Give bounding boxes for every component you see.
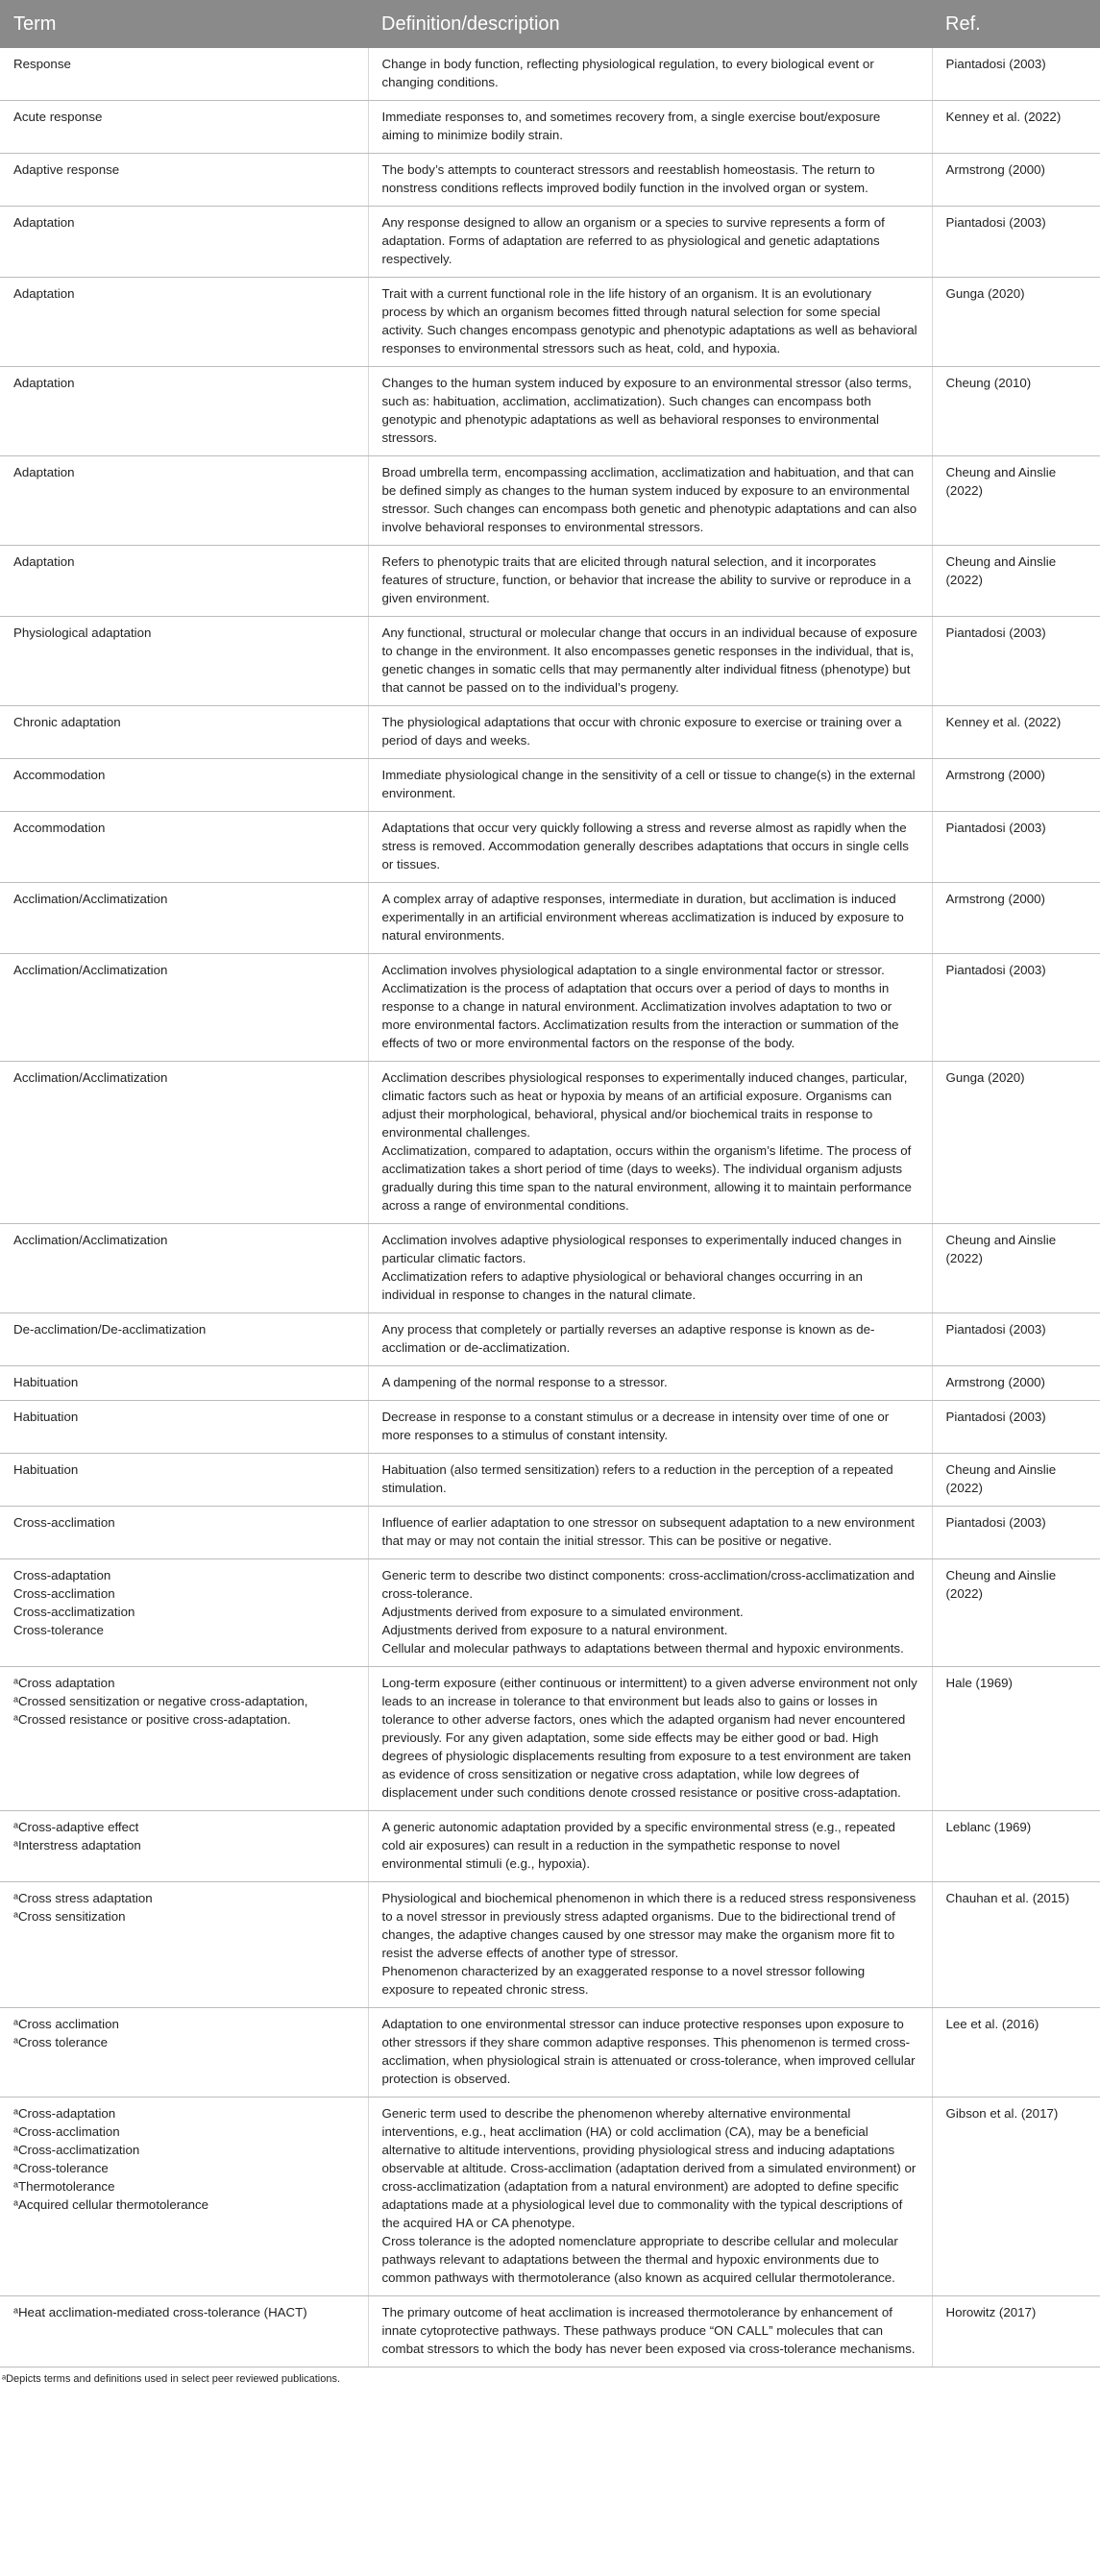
term-cell [0,883,368,954]
ref-cell: Piantadosi (2003) [932,954,1100,1062]
definition-cell [368,1507,932,1559]
term-line: ᵃInterstress adaptation [13,1838,141,1852]
definition-cell [368,759,932,812]
table-row [0,456,1100,546]
definition-line: Long-term exposure (either continuous or intermittent) to a given adverse environment not only leads to an increase in tolerance to that environment but leads also to gains or losses in tolerance to other adverse factors, ones which the adapted organism had never encountered previously. For any given adaptation, some side effects may be either good or bad. High degrees of physiologic displacements resulting from exposure to a test environment are taken as evidence of cross sensitization or negative cross adaptation, while low degrees of displacement under such conditions denote crossed resistance or positive cross-adaptation. [381,1676,917,1800]
term-cell [0,456,368,546]
table-row [0,1224,1100,1313]
term-line: Acclimation/Acclimatization [13,963,168,977]
definition-line: Change in body function, reflecting physiological regulation, to every biological event or changing conditions. [381,57,874,89]
definition-line: Broad umbrella term, encompassing acclimation, acclimatization and habituation, and that can be defined simply as changes to the human system induced by exposure to an environmental stressor. Such changes can encompass both genetic and phenotypic adaptations and can also involve behavioral responses to environmental stressors. [381,465,917,534]
term-line: De-acclimation/De-acclimatization [13,1322,207,1337]
term-cell [0,954,368,1062]
definition-line: Decrease in response to a constant stimulus or a decrease in intensity over time of one or more responses to a stimulus of constant intensity. [381,1410,890,1442]
table-row [0,154,1100,207]
term-cell [0,1811,368,1882]
definition-line: Any process that completely or partially reverses an adaptive response is known as de-acclimation or de-acclimatization. [381,1322,875,1355]
term-line: Adaptation [13,465,75,479]
table-row [0,1313,1100,1366]
term-line: Adaptation [13,554,75,569]
definition-line: Generic term to describe two distinct components: cross-acclimation/cross-acclimatization and cross-tolerance. [381,1568,915,1601]
term-cell [0,1401,368,1454]
term-line: Chronic adaptation [13,715,121,729]
table-row [0,1401,1100,1454]
definition-cell [368,154,932,207]
definition-line: Adjustments derived from exposure to a natural environment. [381,1623,728,1637]
ref-cell: Kenney et al. (2022) [932,706,1100,759]
definition-cell [368,207,932,278]
term-line: Habituation [13,1375,79,1389]
ref-cell: Gunga (2020) [932,1062,1100,1224]
ref-cell: Cheung and Ainslie (2022) [932,1559,1100,1667]
term-cell [0,101,368,154]
term-line: ᵃCrossed sensitization or negative cross-adaptation, [13,1694,308,1708]
term-line: Cross-acclimation [13,1586,115,1601]
definition-cell [368,1559,932,1667]
term-cell [0,2008,368,2098]
definition-cell [368,1224,932,1313]
table-row [0,1811,1100,1882]
term-cell [0,1667,368,1811]
term-line: Accommodation [13,768,106,782]
definition-cell [368,546,932,617]
term-cell [0,617,368,706]
definition-line: The physiological adaptations that occur with chronic exposure to exercise or training over a period of days and weeks. [381,715,902,748]
ref-cell: Lee et al. (2016) [932,2008,1100,2098]
term-cell [0,48,368,101]
term-line: ᵃCross-adaptation [13,2106,116,2121]
table-body [0,48,1100,2367]
ref-cell: Leblanc (1969) [932,1811,1100,1882]
ref-cell: Cheung and Ainslie (2022) [932,1454,1100,1507]
definition-line: Acclimatization refers to adaptive physiological or behavioral changes occurring in an individual in response to changes in the natural climate. [381,1269,863,1302]
term-cell [0,812,368,883]
term-line: Acclimation/Acclimatization [13,1233,168,1247]
definition-line: Cross tolerance is the adopted nomenclature appropriate to describe cellular and molecular pathways relevant to adaptations between the thermal and hypoxic environments due to common pathways with thermotolerance (also known as acquired cellular thermotolerance. [381,2234,898,2285]
ref-cell: Chauhan et al. (2015) [932,1882,1100,2008]
term-cell [0,759,368,812]
ref-cell: Piantadosi (2003) [932,1401,1100,1454]
definition-cell [368,1882,932,2008]
term-line: Accommodation [13,821,106,835]
definition-line: Acclimatization, compared to adaptation, occurs within the organism’s lifetime. The process of acclimatization takes a short period of time (days to weeks). The individual organism adjusts gradually during this time span to the natural environment, allowing it to maintain performance across a range of environmental conditions. [381,1143,912,1213]
term-line: ᵃCross acclimation [13,2017,119,2031]
definition-cell [368,48,932,101]
definition-line: The body’s attempts to counteract stressors and reestablish homeostasis. The return to nonstress conditions reflects improved bodily function in the involved organ or system. [381,162,875,195]
term-line: ᵃCross adaptation [13,1676,115,1690]
definition-line: Acclimation involves physiological adaptation to a single environmental factor or stressor. Acclimatization is the process of adaptation that occurs over a period of days to months in response to a change in natural environment. Acclimatization involves adaptation to two or more environmental factors. Acclimatization results from the interaction or summation of the effects of two or more environmental factors on the response of the body. [381,963,899,1050]
definition-line: A dampening of the normal response to a stressor. [381,1375,668,1389]
term-line: ᵃCross-adaptive effect [13,1820,139,1834]
term-line: Response [13,57,71,71]
definition-cell [368,1366,932,1401]
term-line: ᵃCross tolerance [13,2035,109,2049]
table-row [0,1882,1100,2008]
term-line: ᵃAcquired cellular thermotolerance [13,2197,209,2212]
definition-line: A complex array of adaptive responses, intermediate in duration, but acclimation is induced experimentally in an artificial environment whereas acclimatization is induced by exposure to natural environments. [381,892,904,943]
term-line: Adaptation [13,286,75,301]
ref-cell: Piantadosi (2003) [932,48,1100,101]
ref-cell: Piantadosi (2003) [932,1313,1100,1366]
definition-cell [368,456,932,546]
term-cell [0,207,368,278]
definition-cell [368,1811,932,1882]
term-cell [0,1313,368,1366]
footnote: ᵃDepicts terms and definitions used in select peer reviewed publications. [2,2373,340,2385]
term-cell [0,1366,368,1401]
term-line: Physiological adaptation [13,626,152,640]
term-line: Adaptation [13,215,75,230]
definition-line: Adaptation to one environmental stressor can induce protective responses upon exposure to other stressors if they share common adaptive responses. This phenomenon is termed cross-acclimation, when physiological strain is attenuated or cross-tolerance, when improved cellular protection is observed. [381,2017,916,2086]
definition-cell [368,954,932,1062]
ref-cell: Piantadosi (2003) [932,207,1100,278]
ref-cell: Cheung and Ainslie (2022) [932,456,1100,546]
definition-line: Any functional, structural or molecular change that occurs in an individual because of exposure to change in the environment. It also encompasses genetic responses in the individual, that is, genetic changes in somatic cells that may permanently alter individual fitness (phenotype) but that cannot be passed on to the individual’s progeny. [381,626,917,695]
definition-line: Physiological and biochemical phenomenon in which there is a reduced stress responsiveness to a novel stressor in previously stress adapted organisms. Due to the bidirectional trend of changes, the adaptive changes caused by one stressor may make the organism more fit to resist the adverse effects of another type of stressor. [381,1891,917,1960]
ref-cell: Hale (1969) [932,1667,1100,1811]
table-row [0,1062,1100,1224]
term-line: ᵃCross sensitization [13,1909,126,1924]
term-line: Adaptation [13,376,75,390]
term-line: Habituation [13,1462,79,1477]
definition-cell [368,812,932,883]
term-line: Cross-acclimation [13,1515,115,1530]
definition-line: Acclimation describes physiological responses to experimentally induced changes, particular, climatic factors such as heat or hypoxia by means of an artificial exposure. Organisms can adjust their morphological, behavioral, physical and/or biochemical traits in response to environmental challenges. [381,1070,908,1140]
term-cell [0,1224,368,1313]
table-row [0,617,1100,706]
term-line: ᵃThermotolerance [13,2179,115,2194]
term-cell [0,1454,368,1507]
term-cell [0,1062,368,1224]
header-definition: Definition/description [368,0,932,48]
definition-line: Any response designed to allow an organism or a species to survive represents a form of adaptation. Forms of adaptation are referred to as physiological and genetic adaptations respectively. [381,215,885,266]
table-row [0,1667,1100,1811]
table-header [0,0,1100,48]
definition-cell [368,278,932,367]
ref-cell: Cheung (2010) [932,367,1100,456]
definition-line: Influence of earlier adaptation to one stressor on subsequent adaptation to a new environment that may or may not contain the initial stressor. This can be positive or negative. [381,1515,915,1548]
term-line: Cross-acclimatization [13,1605,135,1619]
table-row [0,759,1100,812]
definition-line: Adaptations that occur very quickly following a stress and reverse almost as rapidly when the stress is removed. Accommodation generally describes adaptations that occurs in single cells or tissues. [381,821,909,871]
term-cell [0,706,368,759]
ref-cell: Piantadosi (2003) [932,617,1100,706]
ref-cell: Piantadosi (2003) [932,1507,1100,1559]
definition-line: Refers to phenotypic traits that are elicited through natural selection, and it incorporates features of structure, function, or behavior that increase the ability to survive or reproduce in a given environment. [381,554,912,605]
header-ref: Ref. [932,0,1100,48]
ref-cell: Piantadosi (2003) [932,812,1100,883]
term-cell [0,546,368,617]
term-cell [0,154,368,207]
term-line: Acute response [13,110,103,124]
table-row [0,207,1100,278]
table-row [0,2008,1100,2098]
definition-cell [368,706,932,759]
definition-line: Habituation (also termed sensitization) refers to a reduction in the perception of a repeated stimulation. [381,1462,893,1495]
definition-line: Immediate physiological change in the sensitivity of a cell or tissue to change(s) in the external environment. [381,768,916,800]
term-line: ᵃCross-tolerance [13,2161,109,2175]
definition-cell [368,1667,932,1811]
table-row [0,546,1100,617]
table-row [0,706,1100,759]
table-row [0,1507,1100,1559]
ref-cell: Gunga (2020) [932,278,1100,367]
term-cell [0,367,368,456]
definition-line: The primary outcome of heat acclimation is increased thermotolerance by enhancement of innate cytoprotective pathways. These pathways produce “ON CALL” molecules that can combat stressors to which the body has never been exposed via cross-tolerance mechanisms. [381,2305,916,2356]
definition-cell [368,617,932,706]
ref-cell: Horowitz (2017) [932,2296,1100,2367]
ref-cell: Armstrong (2000) [932,759,1100,812]
table-row [0,1366,1100,1401]
definition-line: Phenomenon characterized by an exaggerated response to a novel stressor following exposure to repeated chronic stress. [381,1964,866,1997]
definition-line: Acclimation involves adaptive physiological responses to experimentally induced changes in particular climatic factors. [381,1233,902,1265]
header-term: Term [0,0,368,48]
term-line: ᵃCross stress adaptation [13,1891,153,1905]
table-row [0,812,1100,883]
term-cell [0,278,368,367]
table-row [0,883,1100,954]
definition-cell [368,2098,932,2296]
term-line: Acclimation/Acclimatization [13,892,168,906]
definition-line: A generic autonomic adaptation provided by a specific environmental stress (e.g., repeated cold air exposures) can result in a reduction in the sympathetic response to novel environmental stimuli (e.g., hypoxia). [381,1820,895,1871]
definition-cell [368,1313,932,1366]
term-line: Cross-adaptation [13,1568,111,1582]
definition-cell [368,1062,932,1224]
definition-line: Trait with a current functional role in the life history of an organism. It is an evolutionary process by which an organism becomes fitted through natural selection for some special activity. Such changes encompass genotypic and phenotypic adaptations as well as behavioral responses to environmental stressors such as heat, cold, and hypoxia. [381,286,917,356]
definition-line: Adjustments derived from exposure to a simulated environment. [381,1605,744,1619]
ref-cell: Cheung and Ainslie (2022) [932,546,1100,617]
term-cell [0,1507,368,1559]
definition-cell [368,2296,932,2367]
definition-cell [368,883,932,954]
definition-line: Changes to the human system induced by exposure to an environmental stressor (also terms, such as: habituation, acclimation, acclimatization). Such changes can encompass both genotypic and phenotypic adaptations as well as behavioral responses to environmental stressors. [381,376,912,445]
ref-cell: Armstrong (2000) [932,883,1100,954]
table-row [0,367,1100,456]
ref-cell: Armstrong (2000) [932,154,1100,207]
table-row [0,48,1100,101]
ref-cell: Gibson et al. (2017) [932,2098,1100,2296]
definition-cell [368,367,932,456]
definition-line: Immediate responses to, and sometimes recovery from, a single exercise bout/exposure aiming to minimize bodily strain. [381,110,881,142]
term-line: ᵃCross-acclimation [13,2124,120,2139]
table-row [0,2098,1100,2296]
term-cell [0,1882,368,2008]
table-row [0,278,1100,367]
definition-line: Generic term used to describe the phenomenon whereby alternative environmental interventions, e.g., heat acclimation (HA) or cold acclimation (CA), may be a beneficial alternative to altitude interventions, providing physiological stress and inducing adaptations observable at altitude. Cross-acclimation (adaptation derived from a simulated environment) or cross-acclimatization (adaptation from a natural environment) are adopted to define specific adaptations made at a physiological level due to commonality with the typical descriptions of the acquired HA or CA phenotype. [381,2106,917,2230]
term-line: ᵃCrossed resistance or positive cross-adaptation. [13,1712,291,1727]
term-line: ᵃHeat acclimation-mediated cross-tolerance (HACT) [13,2305,307,2319]
term-line: Acclimation/Acclimatization [13,1070,168,1085]
definition-cell [368,1401,932,1454]
term-line: Cross-tolerance [13,1623,104,1637]
table-row [0,954,1100,1062]
ref-cell: Kenney et al. (2022) [932,101,1100,154]
ref-cell: Armstrong (2000) [932,1366,1100,1401]
term-line: Adaptive response [13,162,120,177]
term-cell [0,1559,368,1667]
definition-cell [368,2008,932,2098]
term-cell [0,2296,368,2367]
definition-line: Cellular and molecular pathways to adaptations between thermal and hypoxic environments. [381,1641,904,1656]
term-line: Habituation [13,1410,79,1424]
term-cell [0,2098,368,2296]
term-line: ᵃCross-acclimatization [13,2143,140,2157]
definition-cell [368,101,932,154]
table-row [0,2296,1100,2367]
table-row [0,1559,1100,1667]
definition-cell [368,1454,932,1507]
ref-cell: Cheung and Ainslie (2022) [932,1224,1100,1313]
table-row [0,101,1100,154]
table-row [0,1454,1100,1507]
